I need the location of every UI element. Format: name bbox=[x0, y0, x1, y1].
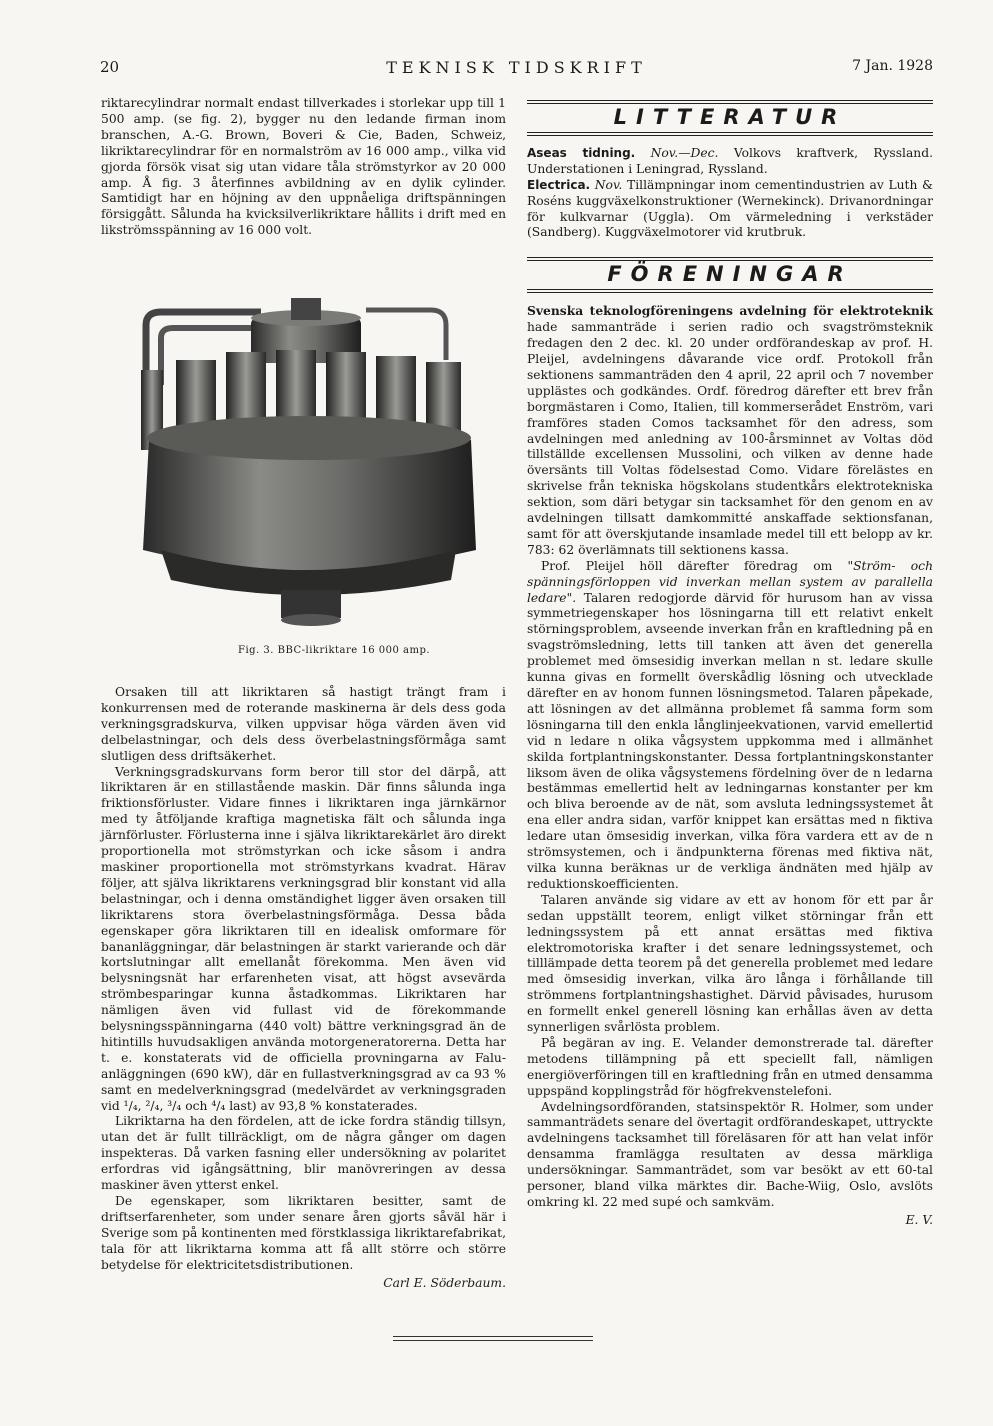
society-paragraph: Avdelningsordföranden, statsinspektör R. Holmer, som under sammanträdets senare del övertagit ordförandeskapet, uttryckte avdelningens tacksamhet till föreläsaren för att han velat inför densamma framlägga resultaten av dessa märkliga undersökningar. Sammanträdet, som var besökt av ett 60-tal personer, bland vilka märktes dir. Bache-Wiig, Oslo, avslöts omkring kl. 22 med supé och samkväm. bbox=[527, 1099, 933, 1209]
lecture-title: "Ström- och spänningsförloppen vid inverkan mellan system av parallella ledare". bbox=[527, 558, 933, 605]
figure-caption: Fig. 3. BBC-likriktare 16 000 amp. bbox=[238, 645, 431, 656]
heading-rule bbox=[527, 100, 933, 104]
body-paragraph: Likriktarna ha den fördelen, att de icke fordra ständig tillsyn, utan det är fullt tillräckligt, om de några gånger om dagen inspekteras. Då varken fasning eller undersökning av polaritet erfordras vid igångsättning, blir manövreringen av dessa maskiner även ytterst enkel. bbox=[101, 1114, 506, 1193]
rectifier-illustration bbox=[131, 290, 486, 635]
entry-issue: Nov.—Dec. bbox=[650, 145, 719, 160]
rectifier-figure bbox=[131, 290, 486, 635]
literature-entry bbox=[527, 146, 933, 178]
report-signature: E. V. bbox=[905, 1212, 933, 1227]
right-column bbox=[527, 100, 933, 1229]
entry-issue: Nov. bbox=[594, 177, 623, 192]
entry-text: Volkovs kraftverk, Ryssland. Understationen i Leningrad, Ryssland. bbox=[527, 145, 933, 176]
society-text: Talaren redogjorde därvid för hurusom han av vissa symmetriegenskaper hos lösningarna till ett relativt enkelt störningsproblem, avseende inverkan från en kraftledning på en svagströmsledning, letts till tanken att även det generella problemet med ömsesidig inverkan mellan n st. ledare skulle kunna givas en formellt överskådlig lösning och utvecklade därefter en av honom funnen lösningsmetod. Talaren påpekade, att lösningen av det allmänna problemet få samma form som lösningarna till den enkla långlinjeekvationen, varvid emellertid vid n ledare n olika vågsystem uppkomma med i allmänhet skilda fortplantningskonstanter. Dessa fortplantningskonstanter liksom även de olika vågsystemens fördelning över de n ledarna bestämmas emellertid helt av ledningarnas konstanter per km och bliva beroende av de nät, som avsluta ledningssystemet åt ena eller andra sidan, varför knippet kan ersättas med n fiktiva ledare utan ömsesidig inverkan, vilka föra vardera ett av de n strömsystemen, och i ändpunkterna förenas med fiktiva nät, vilka kunna beräknas ur de verkliga ändnäten med hjälp av reduktionskoefficienten. bbox=[527, 590, 933, 891]
page-header bbox=[100, 58, 933, 82]
society-paragraph: Talaren använde sig vidare av ett av honom för ett par år sedan uppställt teorem, enligt vilket störningar från ett ledningssystem på ett annat ersättas med fiktiva elektromotoriska krafter i det senare ledningssystemet, och tilllämpade detta teorem på det generella problemet med ledare med ömsesidig inverkan, vilka äro långa i förhållande till strömmens fortplantningshastighet. Därvid påvisades, hurusom en formellt enkel generell lösning kan erhållas även av detta synnerligen svårlösta problem. bbox=[527, 892, 933, 1035]
left-column-intro bbox=[101, 96, 506, 239]
society-text: Prof. Pleijel höll därefter föredrag om bbox=[541, 558, 848, 573]
heading-rule bbox=[527, 257, 933, 261]
society-paragraph bbox=[527, 303, 933, 559]
intro-paragraph: riktarecylindrar normalt endast tillverkades i storlekar upp till 1 500 amp. (se fig. 2), bygger nu den ledande firman inom branschen, A.-G. Brown, Boveri & Cie, Baden, Schweiz, likriktarecylindrar för en normalström av 16 000 amp., vilka vid gjorda försök visat sig utan vidare tåla strömstyrkor av 20 000 amp. Å fig. 3 återfinnes avbildning av en dylik cylinder. Samtidigt har en höjning av den uppnåeliga driftspänningen försiggått. Sålunda ha kvicksilverlikriktare hållits i drift med en likströmsspänning av 16 000 volt. bbox=[101, 96, 506, 238]
literature-entry bbox=[527, 178, 933, 242]
page-number: 20 bbox=[100, 58, 120, 76]
litteratur-heading bbox=[527, 100, 933, 136]
foreningar-heading bbox=[527, 257, 933, 293]
left-column-body bbox=[101, 685, 506, 1291]
heading-rule bbox=[527, 132, 933, 136]
author-signature: Carl E. Söderbaum. bbox=[383, 1275, 506, 1290]
body-paragraph: De egenskaper, som likriktaren besitter, samt de driftserfarenheter, som under senare åren gjorts såväl här i Sverige som på kontinenten med förstklassiga likriktarefabrikat, tala för att likriktarna komma att få allt större och större betydelse för elektricitetsdistributionen. bbox=[101, 1194, 506, 1272]
section-title: LITTERATUR bbox=[613, 105, 847, 129]
society-name: Svenska teknologföreningens avdelning för elektroteknik bbox=[527, 303, 933, 319]
society-paragraph: På begäran av ing. E. Velander demonstrerade tal. därefter metodens tillämpning på ett speciellt fall, nämligen energiöverföringen till en kraftledning från en utmed densamma uppspänd kopplingstråd för högfrekvenstelefoni. bbox=[527, 1035, 933, 1098]
body-paragraph: Orsaken till att likriktaren så hastigt trängt fram i konkurrensen med de roterande maskinerna är dels dess goda verkningsgradskurva, vilken uppvisar höga värden även vid delbelastningar, och dels dess överbelastningsförmåga samt slutligen dess driftsäkerhet. bbox=[101, 685, 506, 763]
page-end-rule bbox=[393, 1336, 593, 1341]
entry-text: Tillämpningar inom cementindustrien av Luth & Roséns kuggväxelkonstruktioner (Wernekinck). Drivanordningar för kulkvarnar (Uggla). Om värmeledning i verkstäder (Sandberg). Kuggväxelmotorer vid krutbruk. bbox=[527, 177, 933, 240]
heading-rule bbox=[527, 289, 933, 293]
entry-source: Aseas tidning. bbox=[527, 145, 636, 160]
journal-title: TEKNISK TIDSKRIFT bbox=[386, 58, 647, 77]
entry-source: Electrica. bbox=[527, 177, 591, 192]
society-text: hade sammanträde i serien radio och svagströmsteknik fredagen den 2 dec. kl. 20 under ordförandeskap av prof. H. Pleijel, avdelningens dåvarande vice ordf. Protokoll från sektionens sammanträden den 4 april, 22 april och 7 november upplästes och godkändes. Ordf. föredrog därefter ett brev från borgmästaren i Como, Italien, till kommerserådet Enström, vari framföres staden Comos tacksamhet för den adress, som avdelningen med anledning av 100-årsminnet av Voltas död tillställde excellensen Mussolini, och vilken av denne hade översänts till Voltas födelsestad Como. Vidare förelästes en skrivelse från tekniska högskolans studentkårs elektrotekniska sektion, som däri betygar sin tacksamhet för den genom en av avdelningen tillsatt damkommitté anskaffade sektionsfanan, samt för att överskjutande insamlade medel till ett belopp av kr. 783: 62 överlämnats till sektionens kassa. bbox=[527, 320, 933, 557]
society-paragraph bbox=[527, 559, 933, 893]
issue-date: 7 Jan. 1928 bbox=[852, 58, 933, 74]
body-paragraph: Verkningsgradskurvans form beror till stor del därpå, att likriktaren är en stillastående maskin. Där finns sålunda inga friktionsförluster. Vidare finnes i likriktaren inga järnkärnor med ty åtföljande kraftiga magnetiska fält och sålunda inga järnförluster. Förlusterna inne i själva likriktarekärlet äro direkt proportionella mot strömstyrkan och icke såsom i andra maskiner proportionella mot strömstyrkans kvadrat. Härav följer, att själva likriktarens verkningsgrad blir konstant vid alla belastningar, och i denna omständighet ligger även orsaken till likriktarens stora överbelastningsförmåga. Dessa båda egenskaper göra likriktaren till en idealisk omformare för bananläggningar, där belastningen är starkt varierande och där kortslutningar allt emellanåt förekomma. Men även vid belysningsnät har erfarenheten visat, att högst avsevärda strömbesparingar kunna åstadkommas. Likriktaren har nämligen även vid fullast vid de förekommande belysningsspänningarna (440 volt) bättre verkningsgrad än de hitintills huvudsakligen använda motorgeneratorerna. Detta har t. e. konstaterats vid de officiella provningarna av Faluanläggningen (690 kW), där en fullastverkningsgrad av ca 93 % samt en medelverkningsgrad (medelvärdet av verkningsgraden vid ¹/₄, ²/₄, ³/₄ och ⁴/₄ last) av 93,8 % konstaterades. bbox=[101, 764, 506, 1113]
section-title: FÖRENINGAR bbox=[607, 262, 853, 287]
